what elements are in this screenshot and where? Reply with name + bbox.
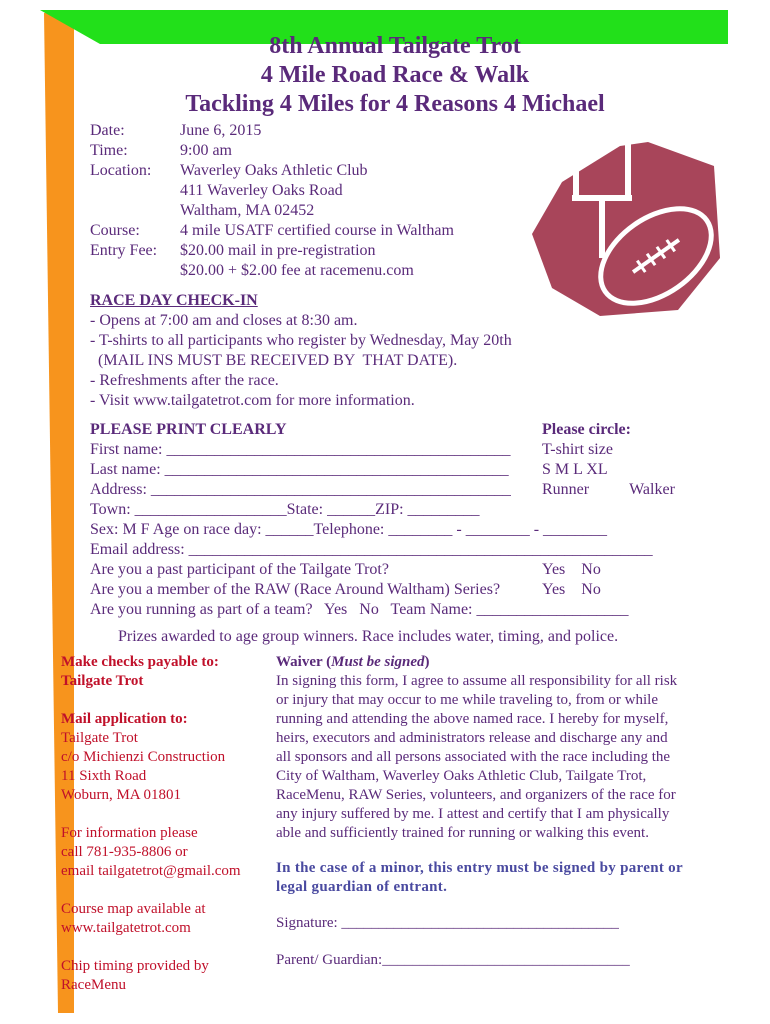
waiver-line: heirs, executors and administrators release and discharge any and bbox=[276, 730, 668, 746]
walker-option[interactable]: Walker bbox=[629, 481, 675, 498]
map-line: Course map available at bbox=[61, 901, 206, 917]
info-row-fee-online bbox=[90, 261, 454, 281]
sex-age-phone-field[interactable]: Sex: M F Age on race day: ______Telephone: ________ - ________ - ________ bbox=[90, 521, 608, 538]
mail-line: 11 Sixth Road bbox=[61, 768, 147, 784]
town-state-zip-field[interactable]: Town: ___________________State: ______ZIP: _________ bbox=[90, 501, 480, 518]
info-email[interactable]: email tailgatetrot@gmail.com bbox=[61, 863, 241, 879]
guardian-signature-field[interactable]: Parent/ Guardian:_________________________________ bbox=[276, 952, 630, 968]
waiver-line: RaceMenu, RAW Series, volunteers, and organizers of the race for bbox=[276, 787, 676, 803]
registration-form bbox=[90, 420, 690, 620]
info-label: Date: bbox=[90, 122, 125, 139]
info-label: Time: bbox=[90, 142, 128, 159]
raw-member-question: Are you a member of the RAW (Race Around Waltham) Series? bbox=[90, 581, 501, 598]
info-label bbox=[90, 181, 180, 201]
info-value: June 6, 2015 bbox=[180, 122, 262, 139]
info-row-date bbox=[90, 121, 454, 141]
waiver-heading: Waiver (Must be signed) bbox=[276, 654, 430, 670]
waiver-line: In signing this form, I agree to assume all responsibility for all risk bbox=[276, 673, 678, 689]
minor-notice: In the case of a minor, this entry must be signed by parent or legal guardian of entrant. bbox=[276, 860, 683, 895]
waiver-line: City of Waltham, Waverley Oaks Athletic Club, Tailgate Trot, bbox=[276, 768, 647, 784]
info-value: Waltham, MA 02452 bbox=[180, 202, 315, 219]
waiver-line: any injury suffered by me. I attest and certify that I am physically bbox=[276, 806, 670, 822]
waiver-block bbox=[276, 653, 721, 970]
mail-line: Woburn, MA 01801 bbox=[61, 787, 182, 803]
please-circle-block bbox=[542, 420, 675, 500]
past-participant-options[interactable]: Yes No bbox=[542, 561, 601, 578]
info-row-time bbox=[90, 141, 454, 161]
raw-member-row bbox=[90, 580, 690, 600]
info-row-course bbox=[90, 221, 454, 241]
checkin-heading: RACE DAY CHECK-IN bbox=[90, 292, 258, 309]
info-label bbox=[90, 261, 180, 281]
checks-heading: Make checks payable to: bbox=[61, 654, 219, 670]
map-link[interactable]: www.tailgatetrot.com bbox=[61, 920, 191, 936]
checkin-line: - Refreshments after the race. bbox=[90, 372, 279, 389]
info-label: Course: bbox=[90, 222, 140, 239]
info-value: Waverley Oaks Athletic Club bbox=[180, 162, 368, 179]
mail-line: Tailgate Trot bbox=[61, 730, 138, 746]
info-value: $20.00 + $2.00 fee at racemenu.com bbox=[180, 262, 414, 279]
info-value: 411 Waverley Oaks Road bbox=[180, 182, 343, 199]
waiver-line: or injury that may occur to me while traveling to, from or while bbox=[276, 692, 658, 708]
payment-info-column bbox=[61, 653, 271, 995]
chip-line: RaceMenu bbox=[61, 977, 126, 993]
last-name-field[interactable]: Last name: ___________________________________________ bbox=[90, 461, 509, 478]
tshirt-size-options[interactable]: S M L XL bbox=[542, 461, 608, 478]
checkin-line: - Opens at 7:00 am and closes at 8:30 am. bbox=[90, 312, 358, 329]
checkin-line: - Visit www.tailgatetrot.com for more information. bbox=[90, 392, 415, 409]
waiver-line: all sponsors and all persons associated with the race including the bbox=[276, 749, 671, 765]
checks-payee: Tailgate Trot bbox=[61, 673, 144, 689]
title-line-3: Tackling 4 Miles for 4 Reasons 4 Michael bbox=[185, 91, 605, 117]
mail-line: c/o Michienzi Construction bbox=[61, 749, 226, 765]
address-field[interactable]: Address: _____________________________________________ bbox=[90, 481, 511, 498]
info-line: For information please bbox=[61, 825, 198, 841]
please-circle-heading: Please circle: bbox=[542, 421, 631, 438]
raw-member-options[interactable]: Yes No bbox=[542, 581, 601, 598]
info-line: call 781-935-8806 or bbox=[61, 844, 188, 860]
info-row-fee bbox=[90, 241, 454, 261]
mail-heading: Mail application to: bbox=[61, 711, 188, 727]
title-line-1: 8th Annual Tailgate Trot bbox=[269, 33, 521, 59]
info-row-city bbox=[90, 201, 454, 221]
prizes-note: Prizes awarded to age group winners. Race includes water, timing, and police. bbox=[118, 628, 619, 645]
chip-line: Chip timing provided by bbox=[61, 958, 209, 974]
signature-field[interactable]: Signature: _____________________________________ bbox=[276, 915, 619, 931]
info-label: Entry Fee: bbox=[90, 242, 158, 259]
waiver-line: running and attending the above named race. I hereby for myself, bbox=[276, 711, 669, 727]
info-value: 4 mile USATF certified course in Waltham bbox=[180, 222, 454, 239]
team-row[interactable]: Are you running as part of a team? Yes No Team Name: ___________________ bbox=[90, 601, 629, 618]
info-label: Location: bbox=[90, 162, 152, 179]
info-value: $20.00 mail in pre-registration bbox=[180, 242, 376, 259]
tshirt-size-label: T-shirt size bbox=[542, 441, 613, 458]
checkin-line: (MAIL INS MUST BE RECEIVED BY THAT DATE). bbox=[90, 352, 458, 369]
past-participant-question: Are you a past participant of the Tailgate Trot? bbox=[90, 561, 389, 578]
past-participant-row bbox=[90, 560, 690, 580]
waiver-line: able and sufficiently trained for running or walking this event. bbox=[276, 825, 649, 841]
form-heading: PLEASE PRINT CLEARLY bbox=[90, 421, 287, 438]
runner-walker-row bbox=[542, 480, 675, 500]
info-label bbox=[90, 201, 180, 221]
first-name-field[interactable]: First name: ___________________________________________ bbox=[90, 441, 511, 458]
info-value: 9:00 am bbox=[180, 142, 232, 159]
runner-option[interactable]: Runner bbox=[542, 481, 590, 498]
checkin-line: - T-shirts to all participants who register by Wednesday, May 20th bbox=[90, 332, 512, 349]
title-line-2: 4 Mile Road Race & Walk bbox=[260, 62, 530, 88]
info-row-address bbox=[90, 181, 454, 201]
event-info bbox=[90, 121, 454, 281]
email-field[interactable]: Email address: __________________________________________________________ bbox=[90, 541, 653, 558]
info-row-location bbox=[90, 161, 454, 181]
race-day-checkin bbox=[90, 291, 610, 411]
